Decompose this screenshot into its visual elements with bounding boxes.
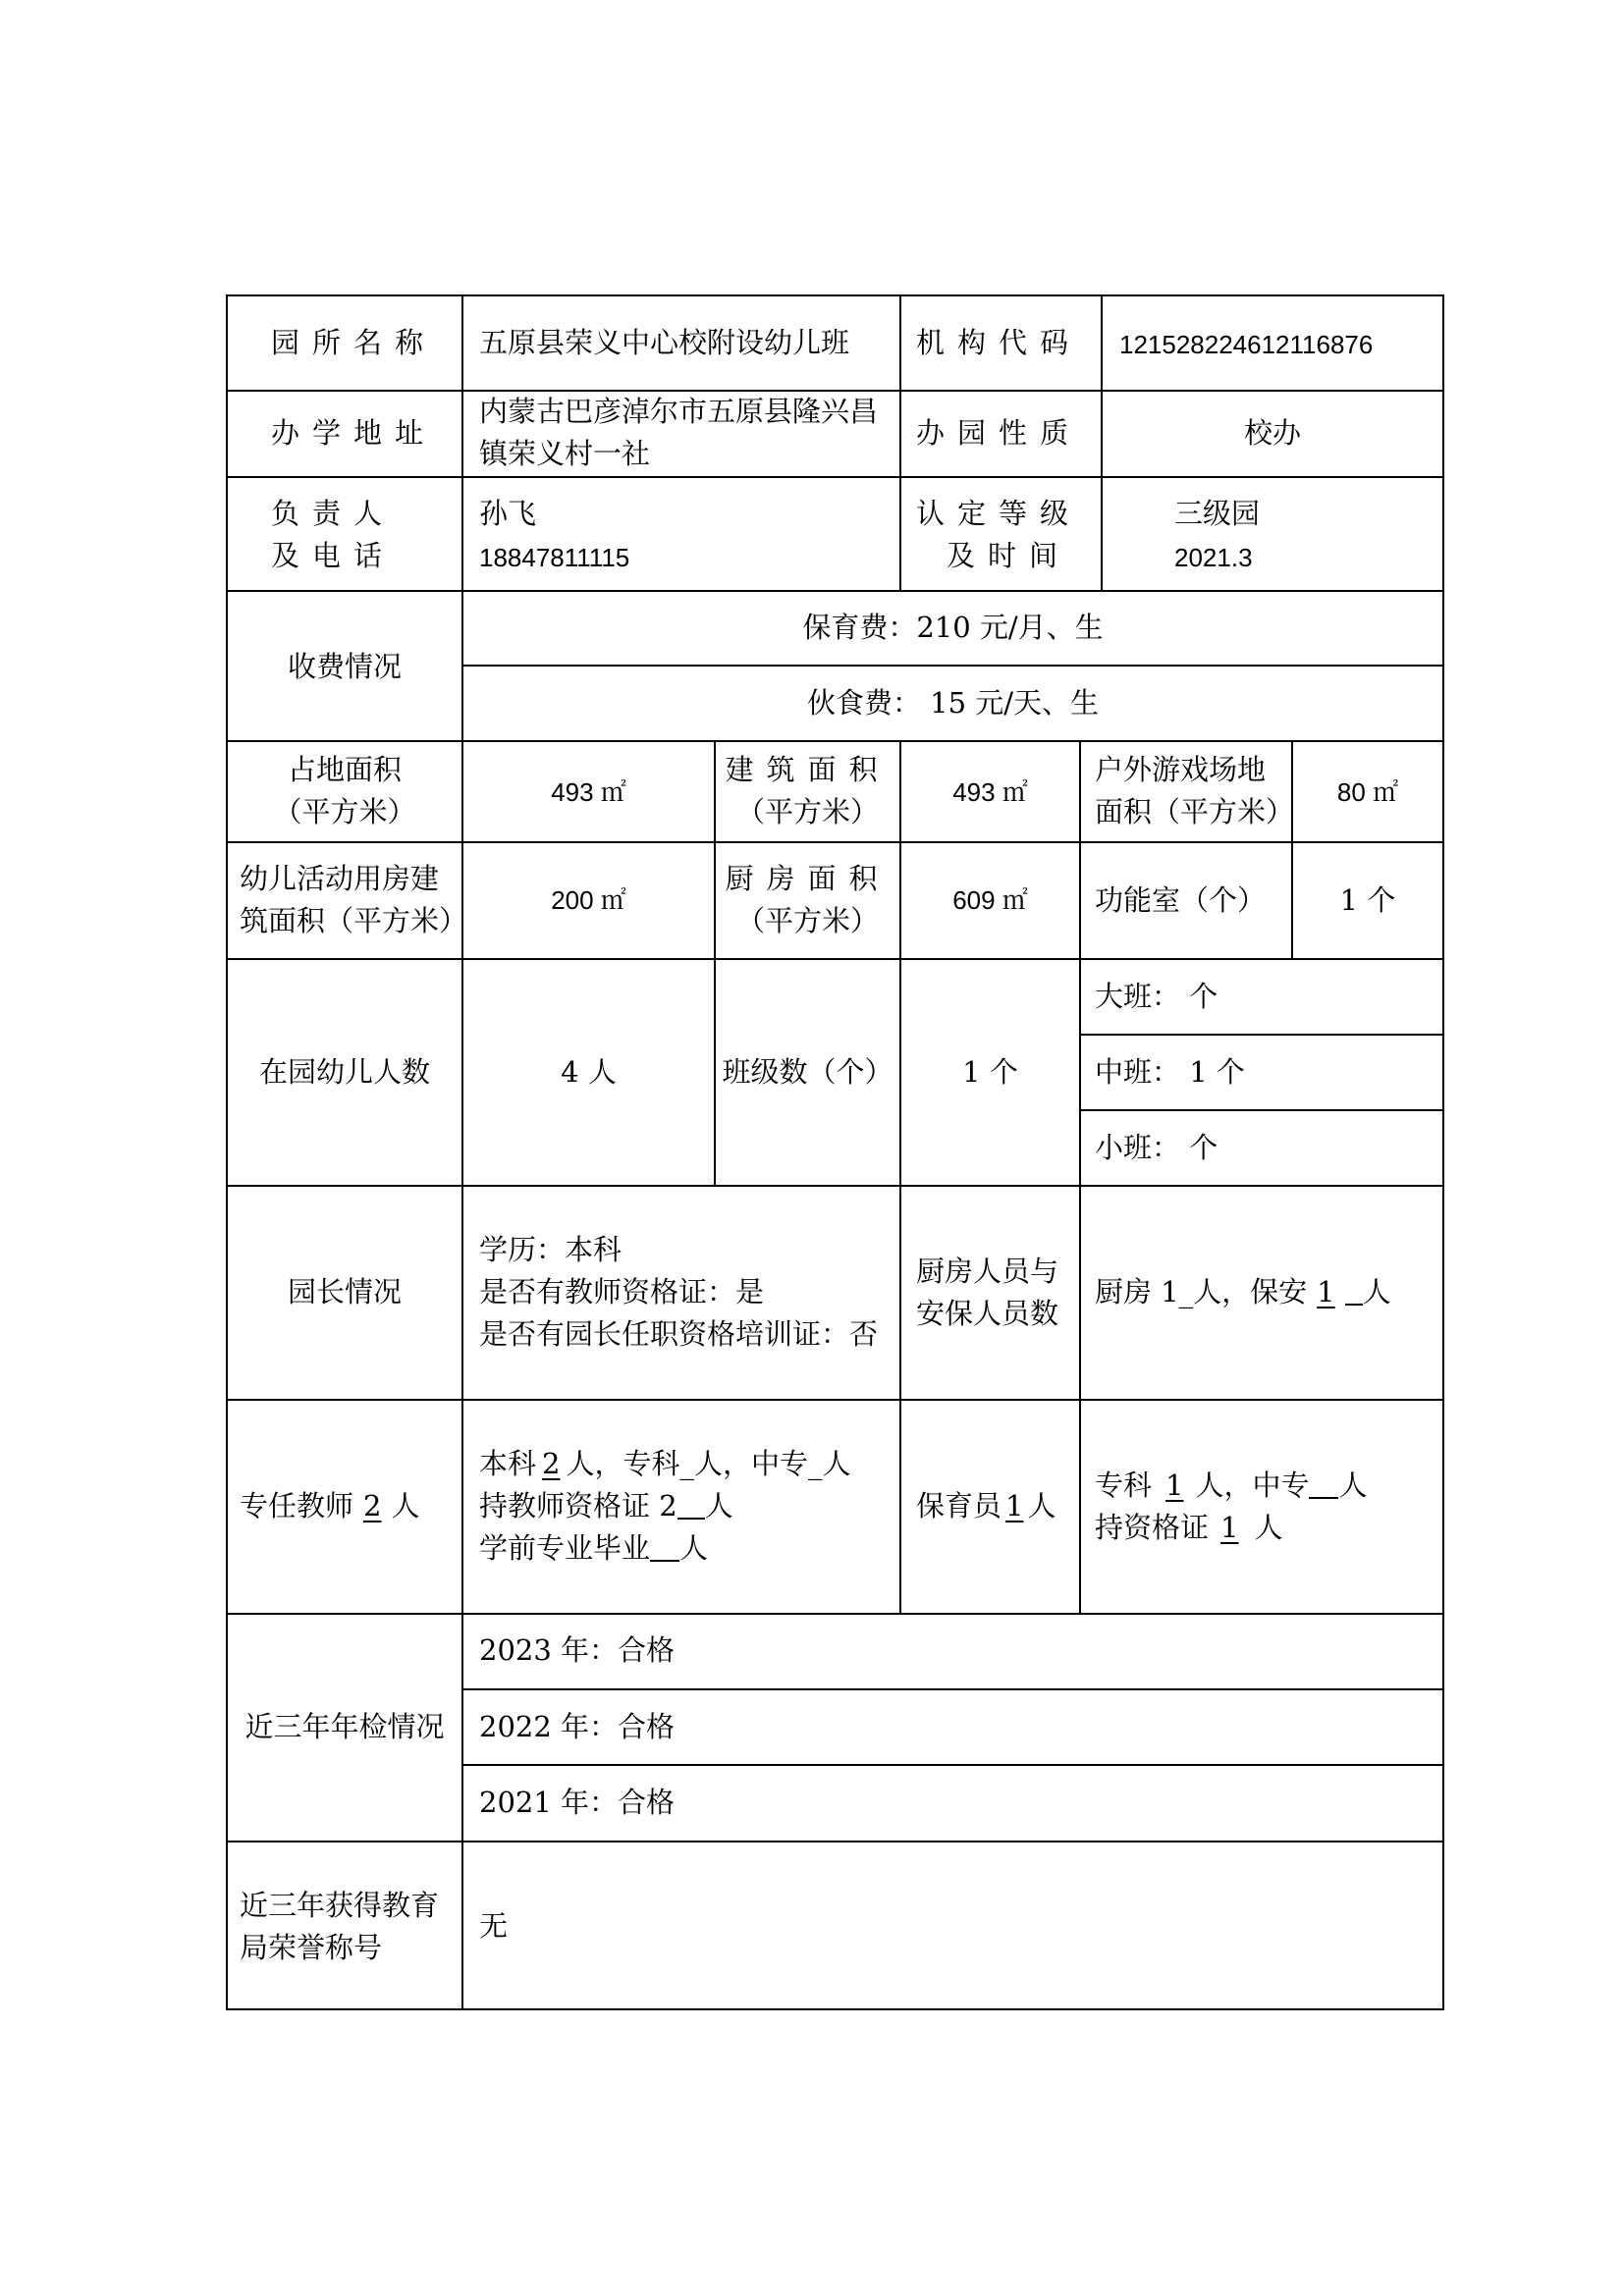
teacher-preschool-suffix: 人 [679, 1531, 709, 1565]
outdoor-area-value: 80 ㎡ [1336, 777, 1399, 807]
director-education: 学历：本科 [479, 1233, 623, 1266]
caregiver-secondary-blank [1309, 1468, 1338, 1499]
inspection-2022: 2022 年：合格 [479, 1710, 676, 1743]
label-children-count: 在园幼儿人数 [258, 1055, 430, 1089]
land-area-value: 493 ㎡ [551, 777, 626, 807]
label-address: 办学地址 [271, 416, 437, 450]
label-land-area-2: （平方米） [273, 795, 416, 828]
address-line2: 镇荣义村一社 [479, 437, 651, 470]
row-divider [1079, 1109, 1444, 1111]
label-level-line2: 及时间 [947, 539, 1071, 572]
teacher-bachelor-prefix: 本科 [479, 1447, 537, 1480]
caregiver-count [916, 1485, 1056, 1527]
row-divider [226, 590, 1444, 592]
big-class: 大班： 个 [1095, 980, 1218, 1013]
caregiver-cert-count: 1 [1220, 1511, 1239, 1544]
column-divider [461, 294, 463, 2010]
teacher-bachelor [479, 1443, 850, 1485]
caregiver-college-prefix: 专科 [1095, 1468, 1153, 1502]
label-person-line1: 负责人 [271, 497, 396, 530]
row-divider [226, 841, 1444, 843]
caregiver-college-end: 人 [1338, 1468, 1368, 1502]
level-date: 2021.3 [1174, 543, 1253, 572]
fee-meal: 伙食费： 15 元/天、生 [806, 686, 1100, 720]
teacher-cert-prefix: 持教师资格证 2 [479, 1489, 677, 1522]
label-kitchen-area-2: （平方米） [735, 904, 879, 937]
label-fees: 收费情况 [287, 650, 402, 683]
label-activity-area-2: 筑面积（平方米） [240, 904, 468, 937]
caregiver-college-suffix: 人，中专 [1195, 1468, 1310, 1502]
security-count: 1 [1317, 1275, 1335, 1308]
teacher-cert [479, 1485, 733, 1527]
teacher-preschool-prefix: 学前专业毕业 [479, 1531, 651, 1565]
kindergarten-name: 五原县荣义中心校附设幼儿班 [479, 326, 850, 359]
building-area-value: 493 ㎡ [952, 777, 1028, 807]
label-teachers-prefix: 专任教师 [240, 1489, 354, 1522]
teacher-preschool [479, 1527, 708, 1570]
label-director: 园长情况 [287, 1275, 402, 1308]
label-outdoor-area-1: 户外游戏场地 [1095, 753, 1267, 786]
nature-value: 校办 [1243, 416, 1301, 450]
person-phone: 18847811115 [479, 543, 630, 572]
label-class-count: 班级数（个） [722, 1055, 893, 1089]
organization-code: 121528224612116876 [1119, 330, 1374, 359]
label-kindergarten-name: 园所名称 [271, 326, 437, 359]
caregiver-cert [1095, 1507, 1282, 1549]
caregiver-college-count: 1 [1165, 1468, 1184, 1502]
label-level-line1: 认定等级 [916, 497, 1082, 530]
row-divider [226, 1841, 1444, 1842]
inspection-2021: 2021 年：合格 [479, 1786, 676, 1819]
label-teachers-suffix: 人 [391, 1489, 420, 1522]
row-divider [226, 958, 1444, 960]
label-function-room: 功能室（个） [1095, 883, 1267, 917]
label-organization-code: 机构代码 [916, 326, 1082, 359]
level-value: 三级园 [1174, 497, 1261, 530]
label-inspections: 近三年年检情况 [244, 1710, 445, 1743]
caregiver-cert-prefix: 持资格证 [1095, 1511, 1210, 1544]
label-person-line2: 及电话 [271, 539, 396, 572]
children-count-value: 4 人 [561, 1055, 617, 1089]
label-caregiver-prefix: 保育员 [916, 1489, 1002, 1522]
row-divider [226, 740, 1444, 742]
teacher-cert-suffix: 人 [704, 1489, 733, 1522]
row-divider [226, 1185, 1444, 1187]
fee-care: 保育费：210 元/月、生 [802, 611, 1104, 644]
director-training-cert: 是否有园长任职资格培训证：否 [479, 1317, 879, 1351]
activity-area-value: 200 ㎡ [551, 885, 626, 915]
label-activity-area-1: 幼儿活动用房建 [240, 862, 440, 895]
label-building-area-2: （平方米） [735, 795, 879, 828]
teacher-bachelor-count: 2 [542, 1447, 561, 1480]
row-divider [226, 1613, 1444, 1615]
address-line1: 内蒙古巴彦淖尔市五原县隆兴昌 [479, 395, 879, 428]
row-divider [226, 476, 1444, 478]
kitchen-area-value: 609 ㎡ [952, 885, 1028, 915]
honors-value: 无 [479, 1909, 509, 1943]
class-count-value: 1 个 [962, 1055, 1018, 1089]
director-teacher-cert: 是否有教师资格证：是 [479, 1275, 765, 1308]
teacher-bachelor-suffix: 人，专科_人，中专_人 [566, 1447, 851, 1480]
security-blank [1345, 1274, 1363, 1306]
mid-class: 中班： 1 个 [1095, 1055, 1245, 1089]
label-outdoor-area-2: 面积（平方米） [1095, 795, 1295, 828]
column-divider [1079, 740, 1081, 1614]
label-nature: 办园性质 [916, 416, 1082, 450]
table-border-left [226, 294, 228, 2010]
row-divider [1079, 1034, 1444, 1036]
teachers-total [240, 1485, 419, 1527]
row-divider [461, 1688, 1444, 1690]
label-honors-2: 局荣誉称号 [240, 1931, 383, 1964]
person-name: 孙飞 [479, 497, 537, 530]
kitchen-count-prefix: 厨房 1_人，保安 [1095, 1275, 1308, 1308]
label-honors-1: 近三年获得教育 [240, 1889, 440, 1922]
kitchen-count-suffix: 人 [1362, 1275, 1391, 1308]
teachers-total-count: 2 [363, 1489, 382, 1522]
column-divider [899, 1185, 901, 1614]
label-kitchen-security-1: 厨房人员与 [916, 1255, 1059, 1288]
table-border-top [226, 294, 1444, 296]
inspection-2023: 2023 年：合格 [479, 1633, 676, 1667]
small-class: 小班： 个 [1095, 1131, 1218, 1164]
row-divider [461, 665, 1444, 667]
teacher-preschool-blank [650, 1530, 679, 1562]
label-land-area-1: 占地面积 [287, 753, 402, 786]
caregiver-college [1095, 1465, 1368, 1507]
label-kitchen-area-1: 厨房面积 [725, 862, 891, 895]
column-divider [899, 294, 901, 591]
table-border-right [1442, 294, 1444, 2010]
label-building-area-1: 建筑面积 [725, 753, 891, 786]
table-border-bottom [226, 2008, 1444, 2010]
teacher-cert-blank [677, 1488, 705, 1520]
kitchen-security-count [1095, 1271, 1391, 1313]
caregiver-count-value: 1 [1005, 1489, 1024, 1522]
label-caregiver-suffix: 人 [1027, 1489, 1056, 1522]
function-room-value: 1 个 [1339, 883, 1396, 917]
row-divider [226, 1399, 1444, 1401]
caregiver-cert-suffix: 人 [1254, 1511, 1283, 1544]
row-divider [461, 1764, 1444, 1766]
label-kitchen-security-2: 安保人员数 [916, 1297, 1059, 1330]
